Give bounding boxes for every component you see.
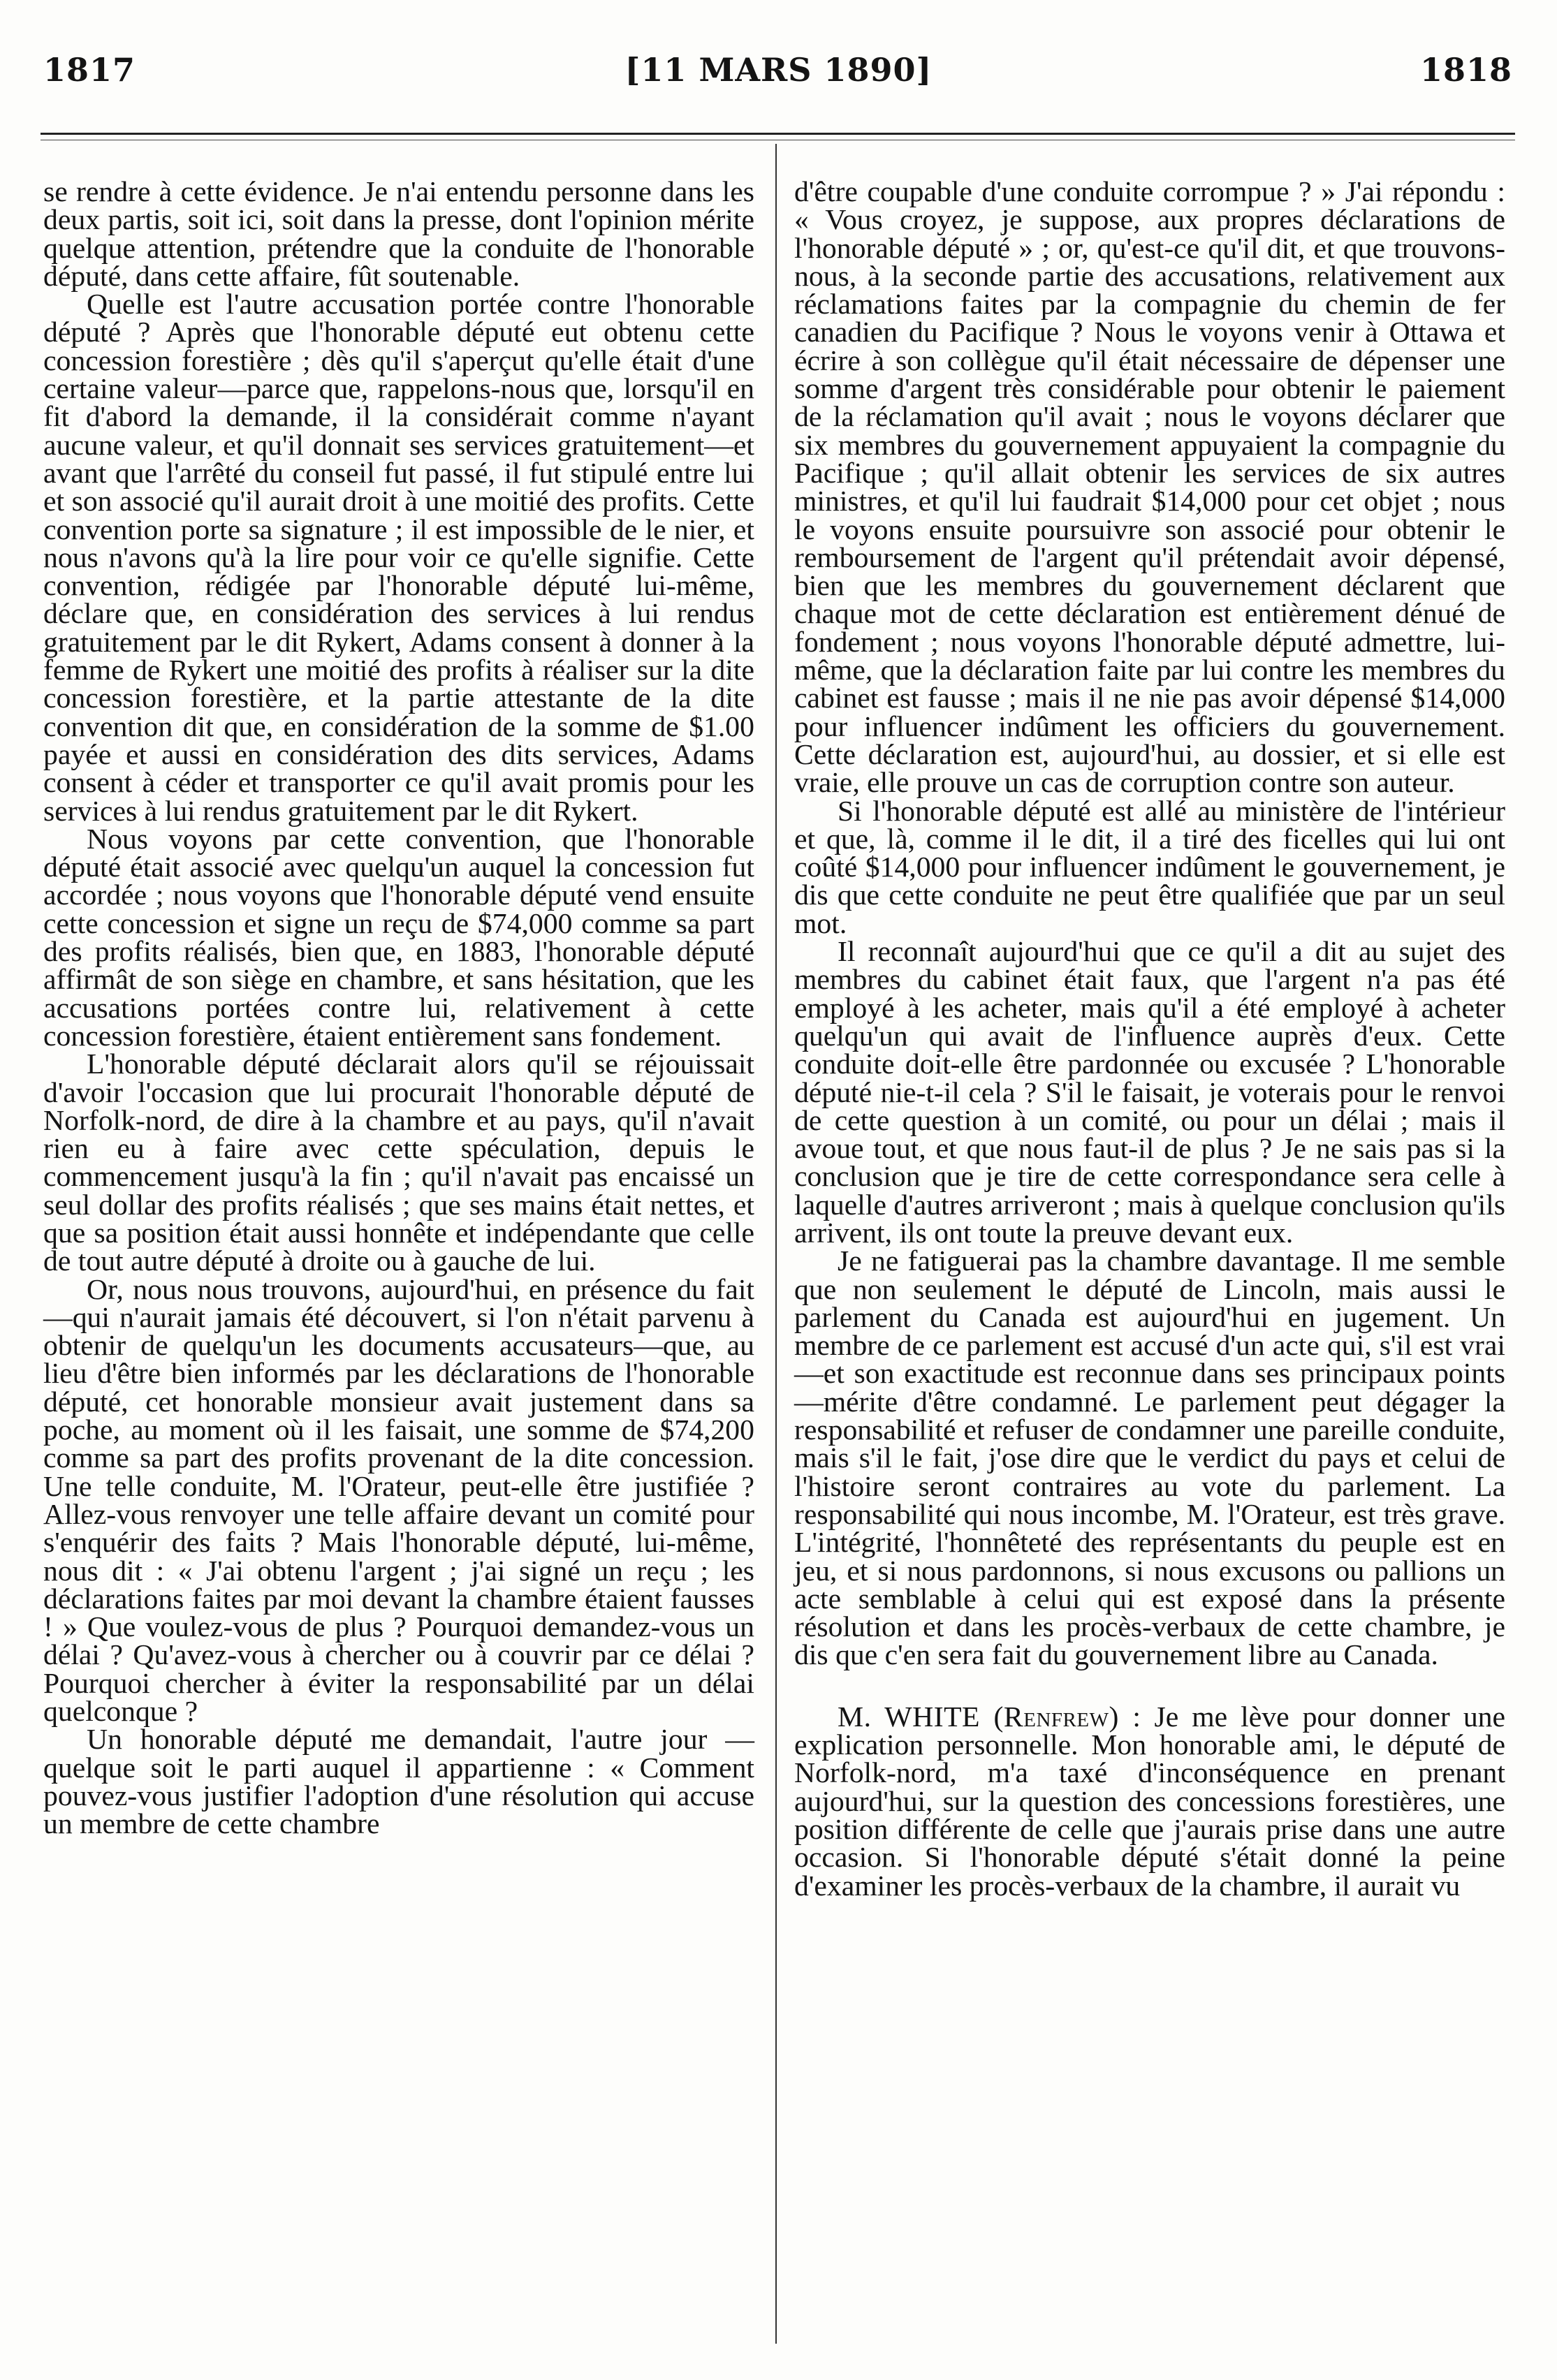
left-column	[43, 178, 754, 1839]
page-number-left: 1817	[43, 51, 136, 89]
speaker-name: M. WHITE (Renfrew) :	[838, 1700, 1141, 1733]
paragraph: L'honorable député déclarait alors qu'il se réjouissait d'avoir l'occasion que lui procurait l'honorable député de Norfolk-nord, de dire à la chambre et au pays, qu'il n'avait rien eu à faire avec cette spéculation, depuis le commencement jusqu'à la fin ; qu'il n'avait pas encaissé un seul dollar des profits réalisés ; que ses mains était nettes, et que sa position était aussi honnête et indépendante que celle de tout autre député à droite ou à gauche de lui.	[43, 1048, 754, 1278]
speaker-paragraph	[794, 1700, 1506, 1902]
paragraph: Or, nous nous trouvons, aujourd'hui, en présence du fait—qui n'aurait jamais été découvert, si l'on n'était parvenu à obtenir de quelqu'un les documents accusateurs—que, au lieu d'être bien informés par les déclarations de l'honorable député, cet honorable monsieur avait justement dans sa poche, au moment où il les faisait, une somme de $74,200 comme sa part des profits provenant de la dite concession. Une telle conduite, M. l'Orateur, peut-elle être justifiée ? Allez-vous renvoyer une telle affaire devant un comité pour s'enquérir des faits ? Mais l'honorable député, lui-même, nous dit : « J'ai obtenu l'argent ; j'ai signé un reçu ; les déclarations faites par moi devant la chambre étaient fausses ! » Que voulez-vous de plus ? Pourquoi demandez-vous un délai ? Qu'avez-vous à chercher ou à couvrir par ce délai ? Pourquoi chercher à éviter la responsabilité par un délai quelconque ?	[43, 1273, 754, 1728]
paragraph: Je ne fatiguerai pas la chambre davantage. Il me semble que non seulement le député de Lincoln, mais aussi le parlement du Canada est aujourd'hui en jugement. Un membre de ce parlement est accusé d'un acte qui, s'il est vrai—et son exactitude est reconnue dans ses principaux points—mérite d'être condamné. Le parlement peut dégager la responsabilité et refuser de condamner une pareille conduite, mais s'il le fait, j'ose dire que le verdict du pays et celui de l'histoire seront contraires au vote du parlement. La responsabilité qui nous incombe, M. l'Orateur, est très grave. L'intégrité, l'honnêteté des représentants du peuple est en jeu, et si nous pardonnons, si nous excusons ou pallions un acte semblable à celui qui est exposé dans la présente résolution et dans les procès-verbaux de cette chambre, je dis que c'en sera fait du gouvernement libre au Canada.	[794, 1245, 1505, 1672]
right-column	[794, 178, 1505, 1900]
paragraph: Il reconnaît aujourd'hui que ce qu'il a dit au sujet des membres du cabinet était faux, que l'argent n'a pas été employé à les acheter, mais qu'il a été employé à acheter quelqu'un qui avait de l'influence auprès d'eux. Cette conduite doit-elle être pardonnée ou excusée ? L'honorable député nie-t-il cela ? S'il le faisait, je voterais pour le renvoi de cette question à un comité, ou pour un délai ; mais il avoue tout, et que nous faut-il de plus ? Je ne sais pas si la conclusion que je tire de cette correspondance sera celle à laquelle d'autres arriveront ; mais à quelque conclusion qu'ils arrivent, ils ont toute la preuve devant eux.	[794, 936, 1505, 1249]
column-divider	[775, 144, 777, 2344]
paragraph: Quelle est l'autre accusation portée contre l'honorable député ? Après que l'honorable député eut obtenu cette concession forestière ; dès qu'il s'aperçut qu'elle était d'une certaine valeur—parce que, rappelons-nous que, lorsqu'il en fit d'abord la demande, il la considérait comme n'ayant aucune valeur, et qu'il donnait ses services gratuitement—et avant que l'arrêté du conseil fut passé, il fut stipulé entre lui et son associé qu'il aurait droit à une moitié des profits. Cette convention porte sa signature ; il est impossible de le nier, et nous n'avons qu'à la lire pour voir ce qu'elle signifie. Cette convention, rédigée par l'honorable député lui-même, déclare que, en considération des services à lui rendus gratuitement par le dit Rykert, Adams consent à donner à la femme de Rykert une moitié des profits à réaliser sur la dite concession forestière, et la partie attestante de la dite convention dit que, en considération de la somme de $1.00 payée et aussi en considération des dits services, Adams consent à céder et transporter ce qu'il avait promis pour les services à lui rendus gratuitement par le dit Rykert.	[43, 288, 754, 828]
page-date: [11 MARS 1890]	[624, 51, 933, 89]
paragraph: d'être coupable d'une conduite corrompue ? » J'ai répondu : « Vous croyez, je suppose, aux propres déclarations de l'honorable député » ; or, qu'est-ce qu'il dit, et que trouvons-nous, à la seconde partie des accusations, relativement aux réclamations faites par la compagnie du chemin de fer canadien du Pacifique ? Nous le voyons venir à Ottawa et écrire à son collègue qu'il était nécessaire de dépenser une somme d'argent très considérable pour obtenir le paiement de la réclamation qu'il avait ; nous le voyons déclarer que six membres du gouvernement appuyaient la compagnie du Pacifique ; qu'il allait obtenir les services de six autres ministres, et qu'il lui faudrait $14,000 pour cet objet ; nous le voyons ensuite poursuivre son associé pour obtenir le remboursement de l'argent qu'il prétendait avoir dépensé, bien que les membres du gouvernement déclarent que chaque mot de cette déclaration est entièrement dénué de fondement ; nous voyons l'honorable député admettre, lui-même, que la déclaration faite par lui contre les membres du cabinet est fausse ; mais il ne nie pas avoir dépensé $14,000 pour influencer indûment les officiers du gouvernement. Cette déclaration est, aujourd'hui, au dossier, et si elle est vraie, elle prouve un cas de corruption contre son auteur.	[794, 176, 1505, 800]
paragraph: Si l'honorable député est allé au ministère de l'intérieur et que, là, comme il le dit, il a tiré des ficelles qui lui ont coûté $14,000 pour influencer indûment le gouvernement, je dis que cette conduite ne peut être qualifiée que par un seul mot.	[794, 795, 1505, 940]
section-gap	[794, 1670, 1505, 1703]
speaker-text: Je me lève pour donner une explication personnelle. Mon honorable ami, le député de Norfolk-nord, m'a taxé d'inconséquence en prenant aujourd'hui, sur la question des concessions forestières, une position différente de celle que j'aurais prise dans une autre occasion. Si l'honorable député s'était donné la peine d'examiner les procès-verbaux de la chambre, il aurait vu	[794, 1700, 1506, 1902]
paragraph: Nous voyons par cette convention, que l'honorable député était associé avec quelqu'un auquel la concession fut accordée ; nous voyons que l'honorable député vend ensuite cette concession et signe un reçu de $74,000 comme sa part des profits réalisés, bien que, en 1883, l'honorable député affirmât de son siège en chambre, et sans hésitation, que les accusations portées contre lui, relativement à cette concession forestière, étaient entièrement sans fondement.	[43, 823, 754, 1052]
paragraph: se rendre à cette évidence. Je n'ai entendu personne dans les deux partis, soit ici, soit dans la presse, dont l'opinion mérite quelque attention, prétendre que la conduite de l'honorable député, dans cette affaire, fût soutenable.	[43, 176, 754, 293]
header-rule-thick	[41, 133, 1515, 135]
page-number-right: 1818	[1419, 51, 1512, 89]
paragraph: Un honorable député me demandait, l'autre jour —quelque soit le parti auquel il appartienne : « Comment pouvez-vous justifier l'adoption d'une résolution qui accuse un membre de cette chambre	[43, 1724, 754, 1841]
